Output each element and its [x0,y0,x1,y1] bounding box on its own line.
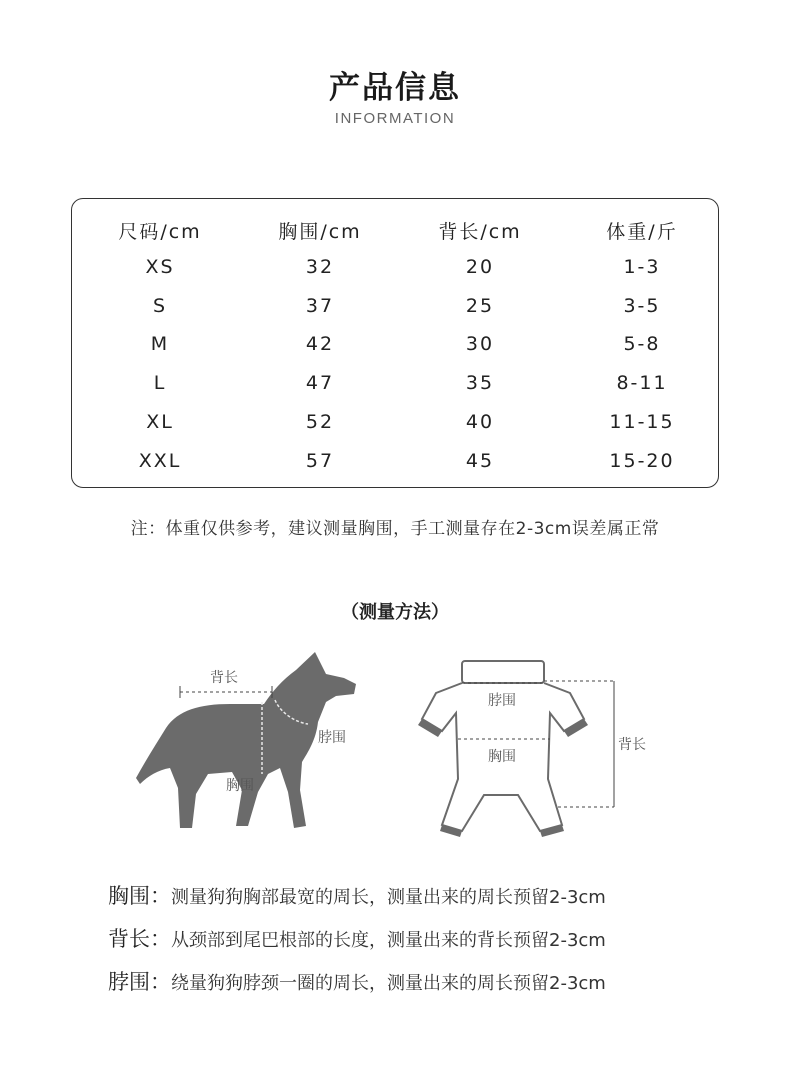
cell-back: 40 [465,411,495,433]
definition-row [108,923,748,966]
weight-note: 注：体重仅供参考，建议测量胸围，手工测量存在2-3cm误差属正常 [130,519,660,539]
cell-size: XL [146,411,174,433]
garment-outline-icon [422,661,584,831]
cell-size: XS [145,256,175,278]
dog-back-label: 背长 [210,670,238,686]
cell-back: 20 [465,256,495,278]
garment-back-label: 背长 [618,737,646,753]
header-weight: 体重/斤 [606,221,678,243]
cell-back: 25 [465,295,495,317]
cell-chest: 57 [305,450,335,472]
cell-weight: 1-3 [623,256,661,278]
definition-term: 背长： [108,927,171,951]
dog-measurement-figure [130,640,370,840]
cell-chest: 52 [305,411,335,433]
back-length-marker [180,686,272,698]
size-table [71,198,719,488]
page-title: 产品信息 [329,70,461,106]
definition-text: 绕量狗狗脖颈一圈的周长，测量出来的周长预留2-3cm [171,973,606,994]
garment-back-marker [544,681,614,807]
definition-term: 胸围： [108,884,171,908]
definition-term: 脖围： [108,970,171,994]
cell-weight: 3-5 [623,295,661,317]
dog-chest-label: 胸围 [226,778,254,794]
method-title: （测量方法） [341,602,449,623]
cell-weight: 15-20 [609,450,675,472]
cell-back: 45 [465,450,495,472]
cell-size: S [152,295,168,317]
dog-neck-label: 脖围 [318,730,346,746]
cell-chest: 47 [305,372,335,394]
definition-row [108,880,748,923]
cell-size: XXL [138,450,182,472]
definition-text: 测量狗狗胸部最宽的周长，测量出来的周长预留2-3cm [171,887,606,908]
cell-back: 35 [465,372,495,394]
definition-row [108,966,748,1009]
cell-back: 30 [465,333,495,355]
cell-chest: 32 [305,256,335,278]
cell-weight: 11-15 [609,411,675,433]
garment-neck-label: 脖围 [488,693,516,709]
cell-chest: 37 [305,295,335,317]
garment-chest-label: 胸围 [488,749,516,765]
cell-weight: 5-8 [623,333,661,355]
cell-chest: 42 [305,333,335,355]
cell-weight: 8-11 [616,372,668,394]
header-back: 背长/cm [438,221,522,243]
garment-measurement-figure [418,655,658,840]
header-size: 尺码/cm [118,221,202,243]
measurement-definitions [108,880,748,1009]
definition-text: 从颈部到尾巴根部的长度，测量出来的背长预留2-3cm [171,930,606,951]
cell-size: L [153,372,167,394]
page-subtitle: INFORMATION [334,110,456,127]
cell-size: M [150,333,170,355]
header-chest: 胸围/cm [278,221,362,243]
